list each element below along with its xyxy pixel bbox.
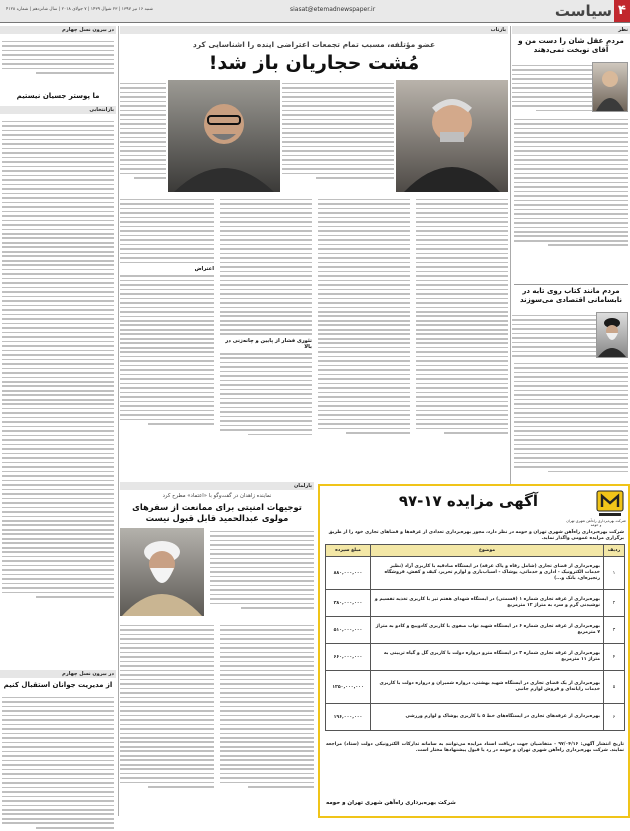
auction-table: [325, 544, 625, 731]
row-number: ۳: [604, 617, 625, 644]
story-intro-left: [120, 80, 166, 182]
page-number: ۴: [614, 0, 630, 22]
story-headline: توجیهات امنیتی برای ممانعت از سفرهای مولوی عبدالحمید قابل قبول نیست: [132, 502, 302, 523]
table-header-row: [326, 545, 625, 557]
header-deposit: مبلغ سپرده: [326, 545, 371, 557]
body-col-3: [220, 196, 312, 438]
row-subject: بهره‌برداری از غرفه تجاری شماره ۱ (قسمتی) در ایستگاه شهدای هفتم تیر با کاربری تغذیه تقسیم و نوشیدنی گرم و سرد به متراژ ۱۲ مترمربع: [371, 590, 604, 617]
story-intro: [282, 80, 394, 182]
header-row-number: ردیف: [604, 545, 625, 557]
ad-title: آگهی مزایده ۱۷-۹۷: [398, 492, 538, 510]
row-number: ۴: [604, 644, 625, 671]
cleric-portrait-icon: [597, 313, 627, 357]
row-deposit: ۱۹۶,۰۰۰,۰۰۰: [326, 704, 371, 731]
divider: [514, 284, 628, 285]
metro-logo: [596, 490, 624, 518]
columnist-portrait-icon: [593, 63, 627, 111]
cleric-photo: [596, 312, 628, 358]
row-number: ۲: [604, 590, 625, 617]
tag-label: نظر: [618, 27, 628, 33]
left-body-bottom: [2, 694, 114, 831]
story-tag: [120, 482, 314, 490]
right-column: [512, 26, 630, 501]
header-subject: موضوع: [371, 545, 604, 557]
table-row: [326, 617, 625, 644]
tag-label: بازانتخابی: [89, 107, 114, 113]
photo-cleric: [120, 528, 204, 616]
story-kicker: عضو مؤتلفه، مسبب تمام تجمعات اعتراضی اینده را اشناسایی کرد: [192, 40, 436, 49]
masthead: [0, 0, 630, 23]
table-row: [326, 557, 625, 590]
row-deposit: ۶۶۰,۰۰۰,۰۰۰: [326, 644, 371, 671]
column-tag-bottom: [0, 670, 116, 678]
table-row: [326, 704, 625, 731]
row-deposit: ۵۱۰,۰۰۰,۰۰۰: [326, 617, 371, 644]
left-column: [0, 26, 116, 816]
parliament-body-col2: [120, 622, 214, 791]
speaker-portrait-icon: [396, 80, 508, 192]
parliament-story: [120, 482, 314, 816]
ad-intro: شرکت بهره‌برداری راه‌آهن شهری تهران و حومه در نظر دارد، مجوز بهره‌برداری تعدادی از غرفه‌ها و فضاهای تجاری خود را از طریق برگزاری مزایده عمومی واگذار نماید.: [328, 530, 624, 541]
table-row: [326, 644, 625, 671]
second-opinion-headline: مردم مانند کتاب روی تابه در نابسامانی اقتصادی می‌سوزند: [520, 287, 622, 304]
row-subject: بهره‌برداری از غرفه تجاری شماره ۶ در ایستگاه شهید نواب صفوی با کاربری کادوپیچ و کادو به متراژ ۷ مترمربع: [371, 617, 604, 644]
left-body-top: [2, 38, 114, 77]
opinion-headline: مردم عقل شان را دست من و آقای نوبخت نمی‌دهند: [518, 36, 624, 54]
parliament-body-col1: [220, 622, 314, 791]
metro-logo-icon: [596, 490, 624, 518]
body-col-1: [416, 196, 508, 437]
body-col-4: [120, 196, 214, 428]
opinion-body-2: [514, 116, 628, 249]
date-line: شنبه ۱۶ تیر ۱۳۹۷ | ۲۳ شوال ۱۴۳۹ | ۷ جولای ۲۰۱۸ | سال شانزدهم | شماره ۴۱۲۸: [6, 7, 154, 12]
parliament-body-top: [210, 528, 314, 612]
column-tag-top: [0, 26, 116, 34]
main-story: [120, 26, 508, 480]
ad-signature: شرکت بهره‌برداری راه‌آهن شهری تهران و حومه: [326, 800, 456, 806]
tag-label: بازتاب: [490, 27, 506, 33]
ad-footer: تاریخ انتشار آگهی: ۹۷/۰۴/۱۶ - متقاضیان جهت دریافت اسناد مزایده می‌توانند به سامانه تدارکات الکترونیکی دولت (ستاد) مراجعه نمایند. شرکت بهره‌برداری راه‌آهن شهری تهران و حومه در رد یا قبول پیشنهادها مختار است.: [326, 742, 624, 754]
row-deposit: ۸۸۰,۰۰۰,۰۰۰: [326, 557, 371, 590]
subhead-protest: اعتراض: [194, 266, 214, 273]
row-number: ۱: [604, 557, 625, 590]
left-headline-top: ما پوستر جسیان نیستیم: [16, 92, 100, 100]
column-tag: [512, 26, 630, 34]
row-number: ۵: [604, 671, 625, 704]
cleric-portrait-icon: [120, 528, 204, 616]
hajjarian-portrait-icon: [168, 80, 280, 192]
subhead-theory: تئوری فشار از پایین و چانه‌زنی در بالا: [225, 338, 312, 351]
second-opinion-body-2: [514, 360, 628, 475]
row-subject: بهره‌برداری از غرفه‌های تجاری در ایستگاه‌های خط ۵ با کاربری پوشاک و لوازم ورزشی: [371, 704, 604, 731]
story-headline: مُشت حجاریان باز شد!: [208, 52, 420, 74]
ad-org: شرکت بهره‌برداری راه‌آهن شهری تهران و حومه: [566, 519, 626, 528]
columnist-photo: [592, 62, 628, 112]
row-deposit: ۳۸۰,۰۰۰,۰۰۰: [326, 590, 371, 617]
photo-hajjarian: [168, 80, 280, 192]
photo-speaker: [396, 80, 508, 192]
table-row: [326, 671, 625, 704]
tag-label: در بیرون نسل چهارم: [62, 27, 114, 33]
row-deposit: ۱۲۵۰,۰۰۰,۰۰۰: [326, 671, 371, 704]
body-col-2: [318, 196, 410, 437]
table-row: [326, 590, 625, 617]
tag-label: در بیرون نسل چهارم: [62, 671, 114, 677]
story-kicker: نماینده زاهدان در گفت‌وگو با «اعتماد» مطرح کرد: [162, 493, 272, 499]
column-tag-mid: [0, 106, 116, 114]
auction-ad: [318, 484, 630, 818]
tag-label: پارلمان: [293, 483, 312, 489]
website-address: siasat@etemadnewspaper.ir: [290, 6, 376, 13]
column-rule: [510, 26, 511, 501]
row-subject: بهره‌برداری از غرفه تجاری شماره ۳ در ایستگاه مترو دروازه دولت با کاربری گل و گیاه تزیینی به متراژ ۱۱ مترمربع: [371, 644, 604, 671]
row-subject: بهره‌برداری از فضای تجاری (شامل رفاه و پاک غرفه) در ایستگاه صادقیه با کاربری آزاد (نظیر خدمات الکترونیک - اداری و خدماتی، پوشاک - اسباب‌بازی و لوازم تحریر، کیف و کفش، فروشگاه زنجیره‌ای، بانک و...): [371, 557, 604, 590]
row-number: ۶: [604, 704, 625, 731]
story-tag: [120, 26, 508, 34]
second-opinion-body: [512, 312, 596, 360]
left-headline-bottom: از مدیریت جوانان استقبال کنیم: [3, 681, 113, 689]
opinion-body: [512, 62, 592, 114]
column-rule: [118, 26, 119, 816]
section-title: سیاست: [554, 2, 612, 20]
left-body-mid: [2, 118, 114, 601]
row-subject: بهره‌برداری از یک فضای تجاری در ایستگاه شهید بهشتی، دروازه شمیران و دروازه دولت با کاربری خدمات رایانه‌ای و فروش لوازم جانبی: [371, 671, 604, 704]
